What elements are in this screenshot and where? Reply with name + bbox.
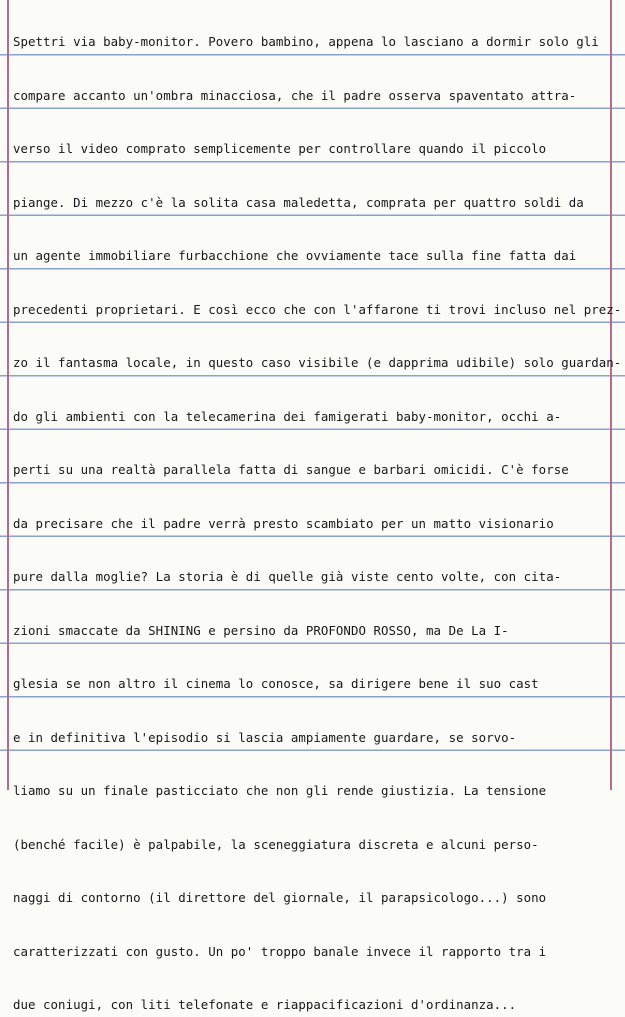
text-line: precedenti proprietari. E così ecco che con l'affarone ti trovi incluso nel prez- [13,301,622,317]
text-line: liamo su un finale pasticciato che non gli rende giustizia. La tensione [13,783,547,799]
text-line: due coniugi, con liti telefonate e riappacificazioni d'ordinanza... [13,997,517,1013]
text-line: perti su una realtà parallela fatta di sangue e barbari omicidi. C'è forse [13,462,569,478]
text-line: glesia se non altro il cinema lo conosce, sa dirigere bene il suo cast [13,676,539,692]
text-line: pure dalla moglie? La storia è di quelle già viste cento volte, con cita- [13,569,562,585]
text-line: naggi di contorno (il direttore del giornale, il parapsicologo...) sono [13,890,547,906]
text-line: e in definitiva l'episodio si lascia ampiamente guardare, se sorvo- [13,729,517,745]
text-line: un agente immobiliare furbacchione che ovviamente tace sulla fine fatta dai [13,248,577,264]
text-line: zo il fantasma locale, in questo caso visibile (e dapprima udibile) solo guardan- [13,355,622,371]
text-line: (benché facile) è palpabile, la sceneggiatura discreta e alcuni perso- [13,836,539,852]
handwritten-text-block [13,0,622,1017]
text-line: caratterizzati con gusto. Un po' troppo banale invece il rapporto tra i [13,943,547,959]
text-line: do gli ambienti con la telecamerina dei famigerati baby-monitor, occhi a- [13,408,562,424]
text-line: compare accanto un'ombra minacciosa, che il padre osserva spaventato attra- [13,87,577,103]
text-line: Spettri via baby-monitor. Povero bambino, appena lo lasciano a dormir solo gli [13,34,599,50]
text-line: da precisare che il padre verrà presto scambiato per un matto visionario [13,515,554,531]
text-line: piange. Di mezzo c'è la solita casa maledetta, comprata per quattro soldi da [13,194,584,210]
text-line: zioni smaccate da SHINING e persino da PROFONDO ROSSO, ma De La I- [13,622,509,638]
text-line: verso il video comprato semplicemente per controllare quando il piccolo [13,141,547,157]
